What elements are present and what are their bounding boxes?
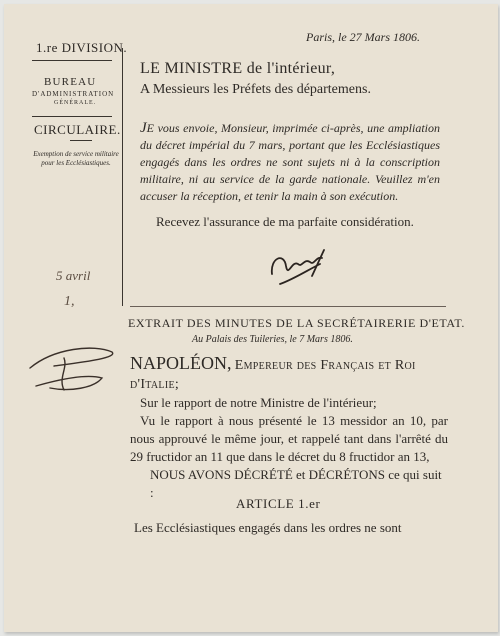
bureau-label: BUREAU — [44, 76, 97, 88]
napoleon-name: APOLÉON, — [143, 353, 232, 373]
short-rule — [70, 140, 92, 141]
letter-paragraph — [140, 120, 440, 205]
decree-line: NOUS AVONS DÉCRÉTÉ et DÉCRÉTONS ce qui suit : — [150, 467, 442, 500]
decree-line: Vu le rapport à nous présenté le 13 messidor an 10, par nous approuvé le même jour, et rappelé tant dans l'arrêté du 29 fructidor an 11 que dans le décret du 8 fructidor an 13, — [130, 413, 448, 464]
article-heading: ARTICLE 1.er — [236, 496, 321, 511]
subject-note: Exemption de service militaire pour les Ecclésiastiques. — [33, 150, 119, 167]
divider — [130, 306, 446, 307]
decree-line: Sur le rapport de notre Ministre de l'intérieur; — [140, 395, 377, 410]
margin-rule — [122, 48, 123, 306]
generale-label: GÉNÉRALE. — [54, 100, 97, 106]
letter-body: E vous envoie, Monsieur, imprimée ci-après, une ampliation du décret impérial du 7 mars, portant que les Ecclésiastiques engagés dans les ordres ne sont sujets ni à la conscription militaire, ni au service de la garde nationale. Veuillez m'en accuser la réception, et tenir la main à son exécution. — [140, 121, 440, 203]
minister-heading: LE MINISTRE de l'intérieur, — [140, 60, 336, 77]
division-label: 1.re DIVISION. — [36, 40, 128, 55]
napoleon-initial: N — [130, 353, 143, 373]
place-date: Au Palais des Tuileries, le 7 Mars 1806. — [192, 334, 353, 345]
decree-body — [130, 354, 448, 502]
courtesy-line: Recevez l'assurance de ma parfaite considération. — [156, 214, 414, 229]
administration-label: D'ADMINISTRATION — [32, 90, 115, 98]
signature — [262, 240, 332, 296]
handwritten-note: 1, — [64, 294, 75, 309]
addressee-line: A Messieurs les Préfets des départemens. — [140, 82, 371, 97]
dropcap: J — [140, 120, 147, 136]
extract-title: EXTRAIT DES MINUTES DE LA SECRÉTAIRERIE D'ETAT. — [128, 316, 465, 330]
emperor-title: Empereur des Français et Roi d'Italie; — [130, 358, 416, 392]
letter-date: Paris, le 27 Mars 1806. — [306, 30, 420, 44]
divider — [32, 60, 112, 61]
document-page — [4, 4, 498, 632]
divider — [32, 116, 112, 117]
decree-line: Les Ecclésiastiques engagés dans les ordres ne sont — [134, 520, 402, 535]
handwritten-scribble — [24, 338, 124, 402]
circulaire-label: CIRCULAIRE. — [34, 122, 121, 137]
handwritten-note: 5 avril — [56, 268, 91, 283]
